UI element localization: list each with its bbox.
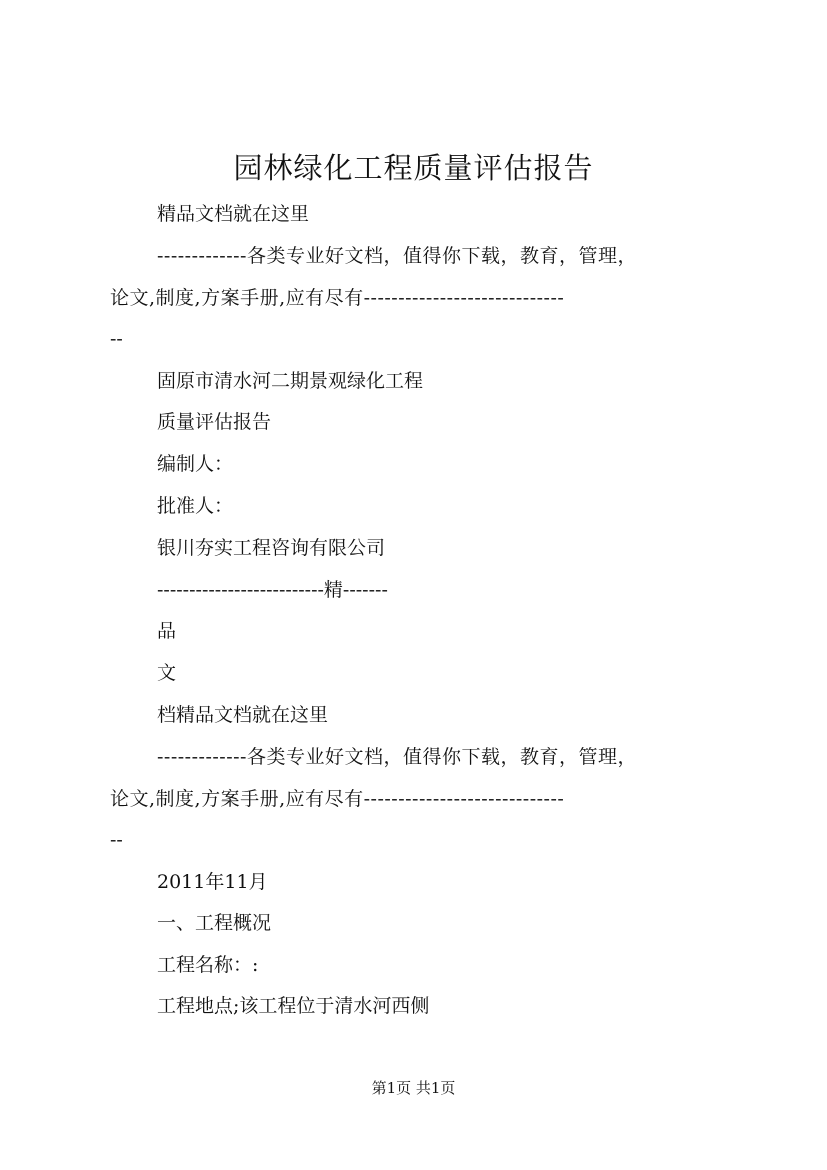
section-heading: 一、工程概况 — [157, 912, 272, 934]
text-line: 品 — [157, 620, 177, 642]
text-line: 银川夯实工程咨询有限公司 — [157, 537, 386, 559]
text-line: 编制人： — [157, 453, 234, 475]
text-line: 论文,制度,方案手册,应有尽有----------------------------- — [110, 287, 565, 309]
page-footer: 第1页 共1页 — [371, 1079, 456, 1097]
text-line: 固原市清水河二期景观绿化工程 — [157, 370, 424, 392]
text-line: -------------各类专业好文档，值得你下载，教育，管理， — [157, 746, 637, 768]
text-line: 工程名称：: — [157, 954, 259, 976]
text-line: 工程地点;该工程位于清水河西侧 — [157, 995, 430, 1017]
text-line: 批准人： — [157, 495, 234, 517]
text-line: 精品文档就在这里 — [157, 203, 310, 225]
text-line: -------------各类专业好文档，值得你下载，教育，管理， — [157, 245, 637, 267]
text-line: 论文,制度,方案手册,应有尽有----------------------------- — [110, 788, 565, 810]
text-line: -- — [110, 829, 123, 851]
document-title: 园林绿化工程质量评估报告 — [233, 151, 594, 185]
text-line: 质量评估报告 — [157, 411, 272, 433]
text-line: 档精品文档就在这里 — [157, 704, 329, 726]
text-line: -- — [110, 328, 123, 350]
text-line: --------------------------精------- — [157, 579, 388, 601]
text-line: 2011年11月 — [157, 871, 268, 893]
text-line: 文 — [157, 662, 177, 684]
